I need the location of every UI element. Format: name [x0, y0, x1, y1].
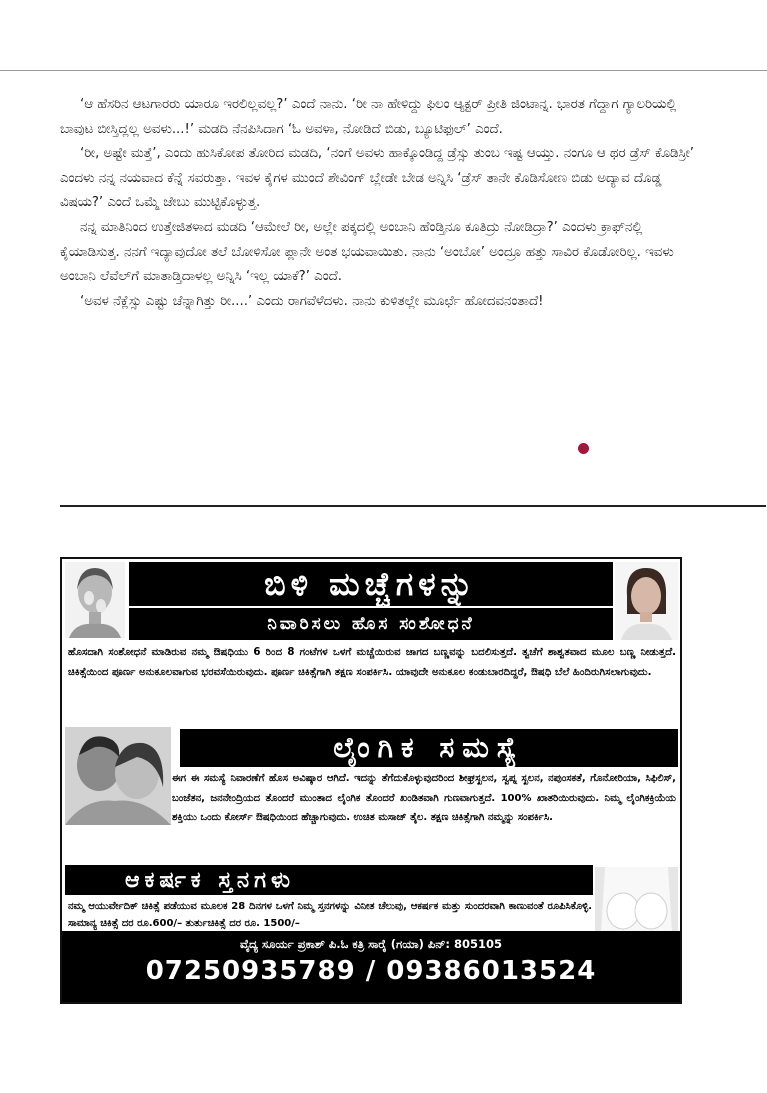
- doctor-address: ವೈದ್ಯ ಸೂರ್ಯ ಪ್ರಕಾಶ್ ಪಿ.ಓ ಕತ್ರಿ ಸಾರೈ (ಗಯಾ) ಪಿನ್: 805105: [239, 937, 502, 951]
- top-rule: [0, 70, 767, 71]
- ad-title-spots-text: ಬಿಳಿ ಮಚ್ಚೆಗಳನ್ನು: [264, 564, 478, 603]
- couple-icon: [65, 727, 171, 825]
- ad-title-spots: [129, 562, 613, 606]
- ad-text-breasts: ನಮ್ಮ ಆಯುರ್ವೇದಿಕ್ ಚಿಕಿತ್ಸೆ ಪಡೆಯುವ ಮೂಲಕ 28 ದಿನಗಳ ಒಳಗೆ ನಿಮ್ಮ ಸ್ತನಗಳನ್ನು ವಿನೀತ ಚೆಲುವು, ಆಕರ್ಷಕ ಮತ್ತು ಸುಂದರವಾಗಿ ಕಾಣುವಂತೆ ರೂಪಿಸಿಕೊಳ್ಳಿ. ಸಾಮಾನ್ಯ ಚಿಕಿತ್ಸೆ ದರ ರೂ.600/– ತುರ್ತುಚಿಕಿತ್ಸೆ ದರ ರೂ. 1500/–: [68, 901, 592, 929]
- phone-numbers: 07250935789 / 09386013524: [145, 956, 597, 986]
- contact-bar: [62, 931, 680, 1002]
- ad-subtitle-spots: [129, 608, 613, 640]
- face-photo-right: [615, 562, 678, 640]
- ad-text-sexual: ಈಗ ಈ ಸಮಸ್ಯೆ ನಿವಾರಣೆಗೆ ಹೊಸ ಅವಿಷ್ಕಾರ ಆಗಿದೆ. ಇದನ್ನು ತೆಗೆದುಕೊಳ್ಳುವುದರಿಂದ ಶೀಘ್ರಸ್ಖಲನ, ಸ್ವಪ್ನ ಸ್ಖಲನ, ನಪುಂಸಕತೆ, ಗೊನೋರಿಯಾ, ಸಿಫಿಲಿಸ್, ಬಂಜೆತನ, ಜನನೇಂದ್ರಿಯದ ತೊಂದರೆ ಮುಂತಾದ ಲೈಂಗಿಕ ತೊಂದರೆ ಖಂಡಿತವಾಗಿ ಗುಣವಾಗುತ್ತದೆ. 100% ಖಾತರಿಯಿರುವುದು. ನಿಮ್ಮ ಲೈಂಗಿಕಕ್ರಿಯೆಯ ಶಕ್ತಿಯು ಒಂದು ಕೋರ್ಸ್ ಔಷಧಿಯಿಂದ ಹೆಚ್ಚಾಗುವುದು. ಉಚಿತ ಮಸಾಜ್ ತೈಲ. ತಕ್ಷಣ ಚಿಕಿತ್ಸೆಗಾಗಿ ನಮ್ಮನ್ನು ಸಂಪರ್ಕಿಸಿ.: [172, 773, 676, 824]
- section-divider: [60, 505, 766, 507]
- article-paragraph: ‘ರೀ, ಅಷ್ಟೇ ಮತ್ತೆ’, ಎಂದು ಹುಸಿಕೋಪ ತೋರಿದ ಮಡದಿ, ‘ನಂಗೆ ಅವಳು ಹಾಕ್ಕೊಂಡಿದ್ದ ಡ್ರೆಸ್ಸು ತುಂಬ ಇಷ್ಟ ಆಯ್ತು. ನಂಗೂ ಆ ಥರ ಡ್ರೆಸ್ ಕೊಡಿಸ್ರೀ’ ಎಂದಳು ನನ್ನ ನಯವಾದ ಕೆನ್ನೆ ಸವರುತ್ತಾ. ಇವಳ ಕೈಗಳ ಮುಂದೆ ಶೇವಿಂಗ್ ಬ್ಲೇಡೇ ಬೇಡ ಅನ್ನಿಸಿ ‘ಡ್ರೆಸ್ ತಾನೇ ಕೊಡಿಸೋಣ ಬಿಡು ಅದ್ಯಾವ ದೊಡ್ಡ ವಿಷಯ?’ ಎಂದೆ ಒಮ್ಮೆ ಜೇಬು ಮುಟ್ಟಿಕೊಳ್ಳುತ್ತ.: [60, 146, 695, 211]
- ad-title-breasts-text: ಆಕರ್ಷಕ ಸ್ತನಗಳು: [125, 867, 295, 893]
- face-right-icon: [615, 562, 678, 640]
- article-paragraph: ‘ಆ ಹೆಸರಿನ ಆಟಗಾರರು ಯಾರೂ ಇರಲಿಲ್ಲವಲ್ಲ?’ ಎಂದೆ ನಾನು. ‘ರೀ ನಾ ಹೇಳಿದ್ದು ಫಿಲಂ ಆ್ಯಕ್ಟರ್ ಪ್ರೀತಿ ಜಿಂಟಾನ್ನ. ಭಾರತ ಗೆದ್ದಾಗ ಗ್ಯಾಲರಿಯಲ್ಲಿ ಬಾವುಟ ಬೀಸ್ತಿದ್ಲಲ್ಲ ಅವಳು...!’ ಮಡದಿ ನೆನಪಿಸಿದಾಗ ‘ಓ ಅವಳಾ, ನೋಡಿದೆ ಬಿಡು, ಬ್ಯೂಟಿಫುಲ್’ ಎಂದೆ.: [60, 97, 677, 137]
- article-paragraph: ನನ್ನ ಮಾತಿನಿಂದ ಉತ್ತೇಜಿತಳಾದ ಮಡದಿ ‘ಆಮೇಲೆ ರೀ, ಅಲ್ಲೇ ಪಕ್ಕದಲ್ಲಿ ಅಂಬಾನಿ ಹೆಂಡ್ತಿನೂ ಕೂತಿದ್ರು ನೋಡಿದ್ರಾ?’ ಎಂದಳು ಕ್ರಾಫ್‌ನಲ್ಲಿ ಕೈಯಾಡಿಸುತ್ತ. ನನಗೆ ಇದ್ಯಾವುದೋ ತಲೆ ಬೋಳಿಸೋ ಪ್ಲಾನೇ ಅಂತ ಭಯವಾಯಿತು. ನಾನು ‘ಅಂಬೋ’ ಅಂದ್ರೂ ಹತ್ತು ಸಾವಿರ ಕೊಡೋರಿಲ್ಲ. ಇವಳು ಅಂಬಾನಿ ಲೆವೆಲ್‌ಗೆ ಮಾತಾಡ್ತಿದಾಳಲ್ಲ ಅನ್ನಿಸಿ ‘ಇಲ್ಲ ಯಾಕೆ?’ ಎಂದೆ.: [60, 219, 674, 285]
- article-paragraph: ‘ಅವಳ ನೆಕ್ಲೆಸ್ಸು ಎಷ್ಟು ಚೆನ್ನಾಗಿತ್ತು ರೀ....’ ಎಂದು ರಾಗವೆಳೆದಳು. ನಾನು ಕುಳಿತಲ್ಲೇ ಮೂರ್ಛೆ ಹೋದವನಂತಾದೆ!: [80, 293, 544, 309]
- end-mark-dot: [578, 443, 589, 454]
- face-photo-left: [65, 562, 125, 638]
- ad-title-sexual-text: ಲೈಂಗಿಕ ಸಮಸ್ಯೆ: [333, 731, 525, 764]
- article-body: [60, 93, 700, 314]
- advertisement: [60, 557, 682, 1004]
- ad-text-spots: ಹೊಸದಾಗಿ ಸಂಶೋಧನೆ ಮಾಡಿರುವ ನಮ್ಮ ಔಷಧಿಯು 6 ರಿಂದ 8 ಗಂಟೆಗಳ ಒಳಗೆ ಮಚ್ಚೆಯಿರುವ ಜಾಗದ ಬಣ್ಣವನ್ನು ಬದಲಿಸುತ್ತದೆ. ತ್ವಚೆಗೆ ಶಾಶ್ವತವಾದ ಮೂಲ ಬಣ್ಣ ನೀಡುತ್ತದೆ. ಚಿಕಿತ್ಸೆಯಿಂದ ಪೂರ್ಣ ಅನುಕೂಲವಾಗುವ ಭರವಸೆಯಿರುವುದು. ಪೂರ್ಣ ಚಿಕಿತ್ಸೆಗಾಗಿ ತಕ್ಷಣ ಸಂಪರ್ಕಿಸಿ. ಯಾವುದೇ ಅನುಕೂಲ ಕಂಡುಬಾರದಿದ್ದರೆ, ಔಷಧಿ ಬೆಲೆ ಹಿಂದಿರುಗಿಸಲಾಗುವುದು.: [68, 647, 676, 678]
- ad-title-breasts: [65, 865, 593, 895]
- couple-photo: [65, 727, 171, 825]
- face-left-icon: [65, 562, 125, 638]
- ad-subtitle-spots-text: ನಿವಾರಿಸಲು ಹೊಸ ಸಂಶೋಧನೆ: [267, 614, 475, 634]
- ad-title-sexual: [180, 729, 678, 767]
